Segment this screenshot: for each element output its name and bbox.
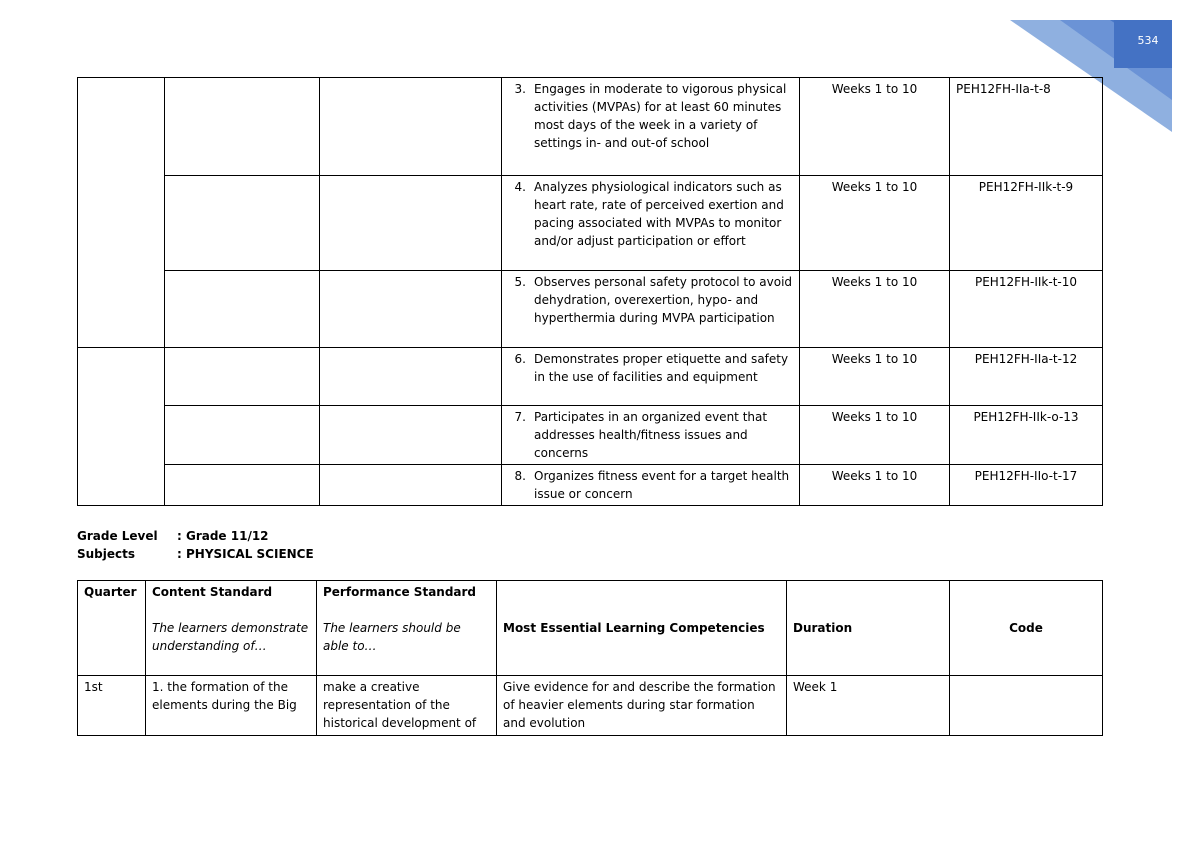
content-standard-subtext: The learners demonstrate understanding of… (152, 621, 309, 653)
competency-text: Analyzes physiological indicators such as heart rate, rate of perceived exertion and pacing associated with MVPAs to monitor and/or adjust participation or effort (534, 180, 784, 248)
duration-cell: Weeks 1 to 10 (800, 176, 950, 271)
header-row (78, 581, 1103, 676)
code-cell: PEH12FH-IIk-o-13 (950, 406, 1103, 465)
competency-cell: 5. Observes personal safety protocol to avoid dehydration, overexertion, hypo- and hyperthermia during MVPA participation (502, 271, 800, 348)
code-cell: PEH12FH-IIa-t-8 (950, 78, 1103, 176)
competency-table-continued (77, 77, 1103, 506)
code-cell: PEH12FH-IIk-t-10 (950, 271, 1103, 348)
competency-cell: 8. Organizes fitness event for a target health issue or concern (502, 465, 800, 506)
performance-cell (320, 406, 502, 465)
code-cell: PEH12FH-IIa-t-12 (950, 348, 1103, 406)
performance-standard-subtext: The learners should be able to… (323, 621, 461, 653)
duration-cell: Week 1 (787, 676, 950, 736)
competency-cell: 6. Demonstrates proper etiquette and safety in the use of facilities and equipment (502, 348, 800, 406)
performance-cell (320, 465, 502, 506)
performance-standard-header: Performance Standard The learners should be able to… (317, 581, 497, 676)
table-row (78, 78, 1103, 176)
table-row (78, 176, 1103, 271)
duration-header: Duration (787, 581, 950, 676)
subject-info (77, 527, 314, 563)
content-cell (165, 348, 320, 406)
competency-text: Engages in moderate to vigorous physical activities (MVPAs) for at least 60 minutes most days of the week in a variety of settings in- and out-of school (534, 82, 787, 150)
competency-text: Organizes fitness event for a target health issue or concern (534, 469, 790, 501)
competency-cell: 7. Participates in an organized event that addresses health/fitness issues and concerns (502, 406, 800, 465)
content-cell (165, 465, 320, 506)
quarter-cell (78, 348, 165, 506)
competency-cell: 3. Engages in moderate to vigorous physical activities (MVPAs) for at least 60 minutes most days of the week in a variety of settings in- and out-of school (502, 78, 800, 176)
grade-level-value: : Grade 11/12 (177, 529, 269, 543)
performance-cell (320, 348, 502, 406)
duration-cell: Weeks 1 to 10 (800, 348, 950, 406)
content-standard-header: Content Standard The learners demonstrate understanding of… (146, 581, 317, 676)
physical-science-table (77, 580, 1103, 736)
code-header: Code (950, 581, 1103, 676)
duration-cell: Weeks 1 to 10 (800, 465, 950, 506)
grade-level-label: Grade Level (77, 529, 158, 543)
content-cell (165, 78, 320, 176)
subjects-value: : PHYSICAL SCIENCE (177, 547, 314, 561)
table-row (78, 465, 1103, 506)
code-cell (950, 676, 1103, 736)
competency-text: Participates in an organized event that addresses health/fitness issues and concerns (534, 410, 768, 460)
content-cell (165, 271, 320, 348)
duration-cell: Weeks 1 to 10 (800, 78, 950, 176)
quarter-cell (78, 78, 165, 348)
duration-cell: Weeks 1 to 10 (800, 271, 950, 348)
performance-cell (320, 78, 502, 176)
competency-text: Demonstrates proper etiquette and safety in the use of facilities and equipment (534, 352, 789, 384)
code-cell: PEH12FH-IIk-t-9 (950, 176, 1103, 271)
melc-cell: Give evidence for and describe the formation of heavier elements during star formation and evolution (497, 676, 787, 736)
content-cell: 1. the formation of the elements during the Big (146, 676, 317, 736)
performance-cell: make a creative representation of the historical development of (317, 676, 497, 736)
performance-cell (320, 176, 502, 271)
competency-text: Observes personal safety protocol to avoid dehydration, overexertion, hypo- and hyperthermia during MVPA participation (534, 275, 793, 325)
performance-cell (320, 271, 502, 348)
competency-cell: 4. Analyzes physiological indicators such as heart rate, rate of perceived exertion and pacing associated with MVPAs to monitor and/or adjust participation or effort (502, 176, 800, 271)
table-row (78, 406, 1103, 465)
table-row (78, 676, 1103, 736)
duration-cell: Weeks 1 to 10 (800, 406, 950, 465)
code-cell: PEH12FH-IIo-t-17 (950, 465, 1103, 506)
content-cell (165, 176, 320, 271)
page-number: 534 (1137, 34, 1159, 47)
subjects-label: Subjects (77, 547, 136, 561)
quarter-cell: 1st (78, 676, 146, 736)
content-cell (165, 406, 320, 465)
table-row (78, 348, 1103, 406)
table-row (78, 271, 1103, 348)
quarter-header: Quarter (78, 581, 146, 676)
melc-header: Most Essential Learning Competencies (497, 581, 787, 676)
